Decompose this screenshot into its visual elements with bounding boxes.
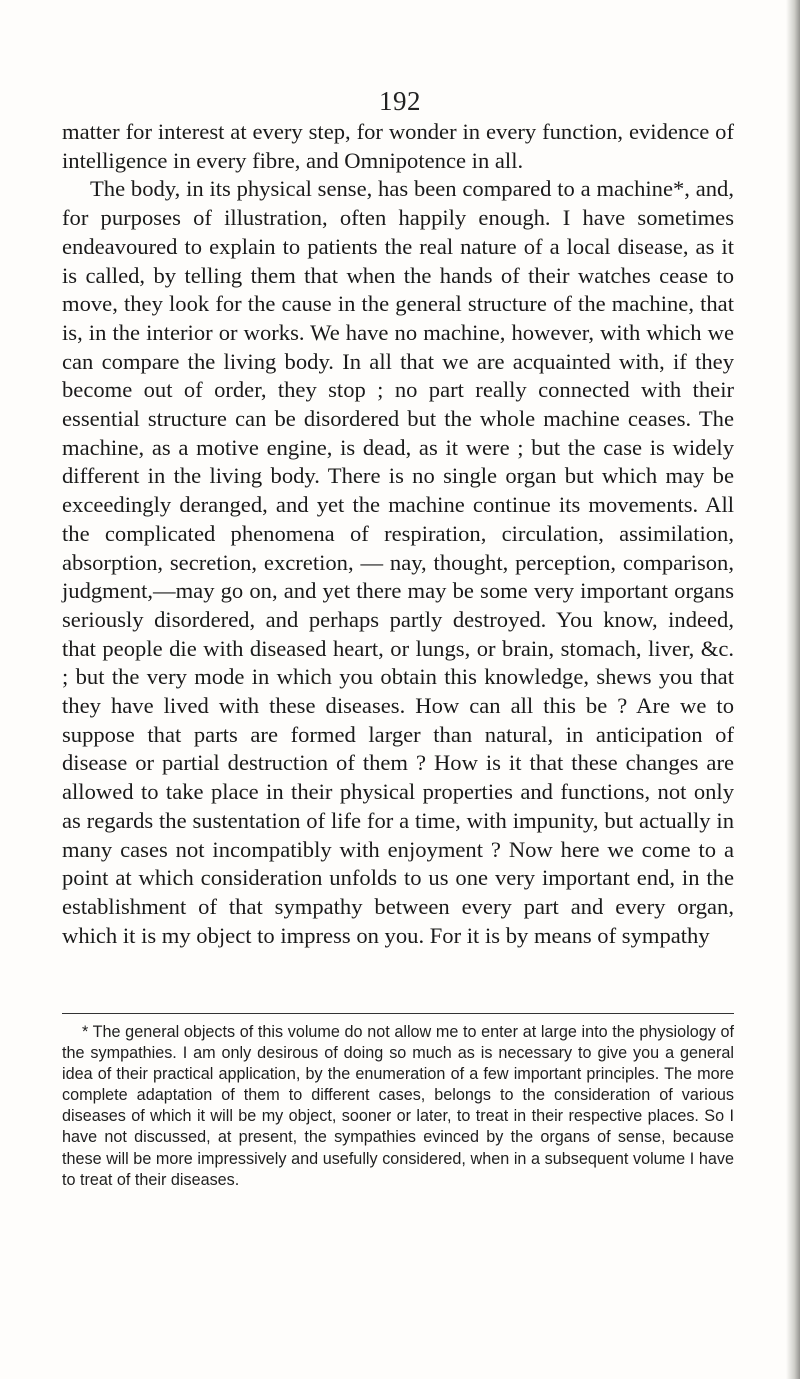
- footnote-divider: [62, 1013, 734, 1014]
- page-edge-shadow: [786, 0, 800, 1379]
- footnote: * The general objects of this volume do not allow me to enter at large into the physiology of the sympathies. I am only desirous of doing so much as is necessary to give you a general idea of their practical application, by the enumeration of a few important principles. The more complete adaptation of them to different cases, belongs to the consideration of various diseases of which it will be my object, sooner or later, to treat in their respective places. So I have not discussed, at present, the sympathies evinced by the organs of sense, because these will be more impressively and usefully considered, when in a subsequent volume I have to treat of their diseases.: [62, 1023, 734, 1189]
- paragraph: matter for interest at every step, for wonder in every function, evidence of intelligence in every fibre, and Omnipotence in all.: [62, 119, 734, 173]
- page-number: 192: [379, 86, 421, 116]
- main-text: [62, 118, 734, 950]
- paragraph: The body, in its physical sense, has been compared to a machine*, and, for purposes of illustration, often happily enough. I have sometimes endeavoured to explain to patients the real nature of a local disease, as it is called, by telling them that when the hands of their watches cease to move, they look for the cause in the general structure of the machine, that is, in the interior or works. We have no machine, however, with which we can compare the living body. In all that we are acquainted with, if they become out of order, they stop ; no part really connected with their essential structure can be disordered but the whole machine ceases. The machine, as a motive engine, is dead, as it were ; but the case is widely different in the living body. There is no single organ but which may be exceedingly deranged, and yet the machine continue its movements. All the complicated phenomena of respiration, circulation, assimilation, absorption, secretion, excretion, — nay, thought, perception, comparison, judgment,—may go on, and yet there may be some very important organs seriously disordered, and perhaps partly destroyed. You know, indeed, that people die with diseased heart, or lungs, or brain, stomach, liver, &c. ; but the very mode in which you obtain this knowledge, shews you that they have lived with these diseases. How can all this be ? Are we to suppose that parts are formed larger than natural, in anticipation of disease or partial destruction of them ? How is it that these changes are allowed to take place in their physical properties and functions, not only as regards the sustentation of life for a time, with impunity, but actually in many cases not incompatibly with enjoyment ? Now here we come to a point at which consideration unfolds to us one very important end, in the establishment of that sympathy between every part and every organ, which it is my object to impress on you. For it is by means of sympathy: [62, 176, 734, 948]
